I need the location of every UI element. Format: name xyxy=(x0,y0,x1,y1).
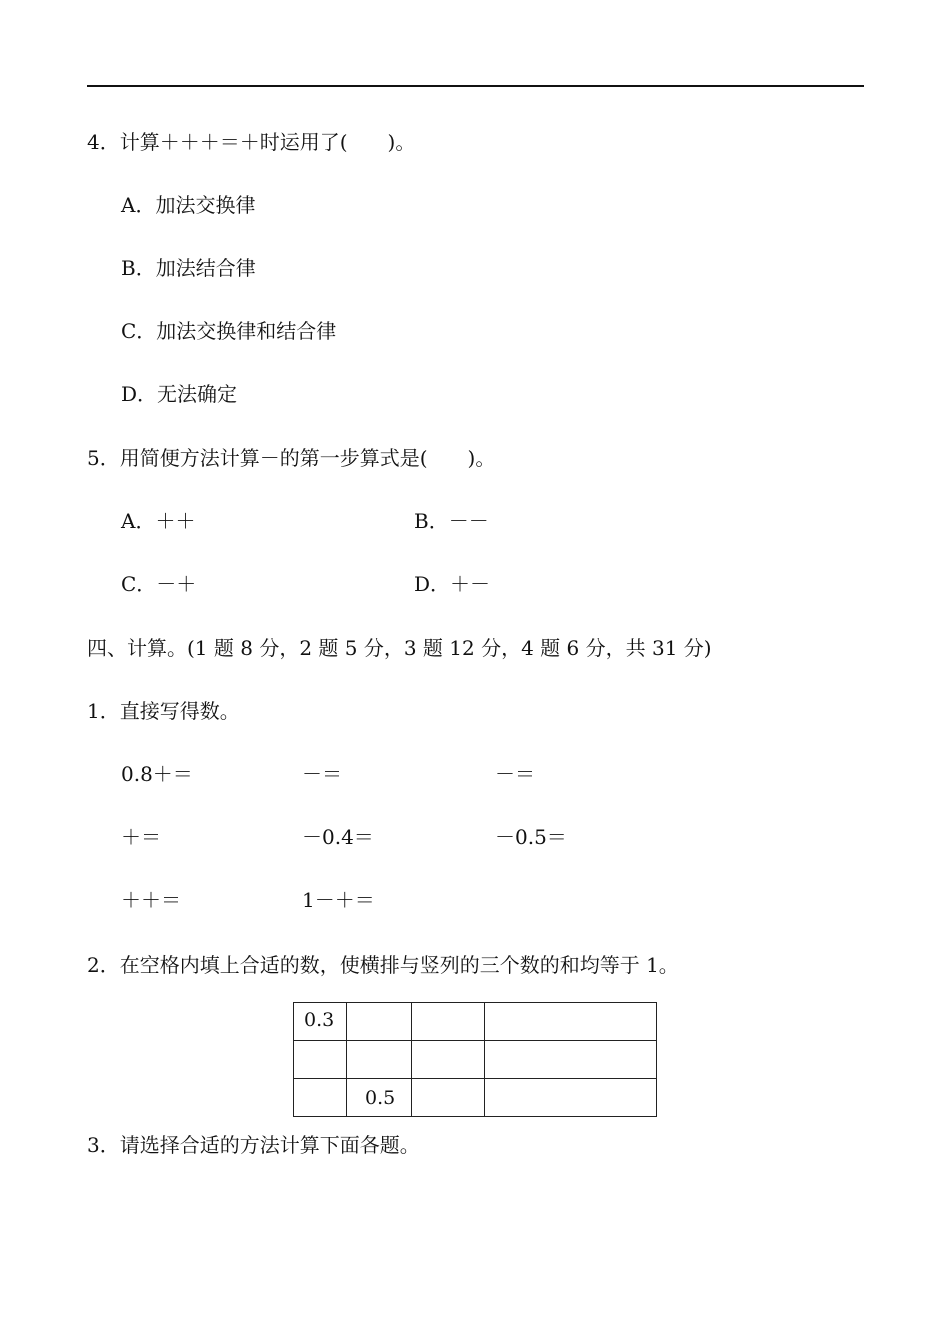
grid-cell: 0.3 xyxy=(294,1003,347,1041)
grid-row xyxy=(294,1079,657,1117)
grid-cell-blank[interactable] xyxy=(412,1003,485,1041)
q4-option-d[interactable]: D．无法确定 xyxy=(121,382,238,406)
section4-heading: 四、计算。(1 题 8 分，2 题 5 分，3 题 12 分，4 题 6 分，共 31 分) xyxy=(87,636,712,660)
q4-stem: 4．计算＋＋＋＝＋时运用了( )。 xyxy=(87,130,416,154)
grid-cell-blank[interactable] xyxy=(294,1079,347,1117)
grid-cell-blank[interactable] xyxy=(412,1041,485,1079)
s4-q1-item: 1－＋＝ xyxy=(302,888,375,912)
q5-option-a[interactable]: A．＋＋ xyxy=(121,509,196,533)
q4-option-c[interactable]: C．加法交换律和结合律 xyxy=(121,319,337,343)
grid-row xyxy=(294,1041,657,1079)
s4-q1-item: ＋＋＝ xyxy=(121,888,181,912)
q4-option-a[interactable]: A．加法交换律 xyxy=(121,193,256,217)
header-rule xyxy=(87,85,864,87)
s4-q1-item: －0.5＝ xyxy=(495,825,567,849)
grid-cell-blank[interactable] xyxy=(485,1003,657,1041)
q5-option-d[interactable]: D．＋－ xyxy=(414,572,491,596)
q5-option-b[interactable]: B．－－ xyxy=(414,509,489,533)
grid-cell: 0.5 xyxy=(347,1079,412,1117)
grid-cell-blank[interactable] xyxy=(294,1041,347,1079)
s4-q1-item: －＝ xyxy=(302,762,342,786)
grid-cell-blank[interactable] xyxy=(347,1003,412,1041)
q5-option-c[interactable]: C．－＋ xyxy=(121,572,197,596)
magic-sum-grid xyxy=(293,1002,657,1117)
s4-q2-stem: 2．在空格内填上合适的数，使横排与竖列的三个数的和均等于 1。 xyxy=(87,953,679,977)
s4-q1-stem: 1．直接写得数。 xyxy=(87,699,240,723)
grid-cell-blank[interactable] xyxy=(485,1041,657,1079)
q4-option-b[interactable]: B．加法结合律 xyxy=(121,256,256,280)
grid-cell-blank[interactable] xyxy=(347,1041,412,1079)
grid-cell-blank[interactable] xyxy=(412,1079,485,1117)
s4-q1-item: 0.8＋＝ xyxy=(121,762,193,786)
s4-q1-item: －＝ xyxy=(495,762,535,786)
s4-q3-stem: 3．请选择合适的方法计算下面各题。 xyxy=(87,1133,420,1157)
grid-cell-blank[interactable] xyxy=(485,1079,657,1117)
grid-row xyxy=(294,1003,657,1041)
s4-q1-item: －0.4＝ xyxy=(302,825,374,849)
q5-stem: 5．用简便方法计算－的第一步算式是( )。 xyxy=(87,446,496,470)
s4-q1-item: ＋＝ xyxy=(121,825,161,849)
